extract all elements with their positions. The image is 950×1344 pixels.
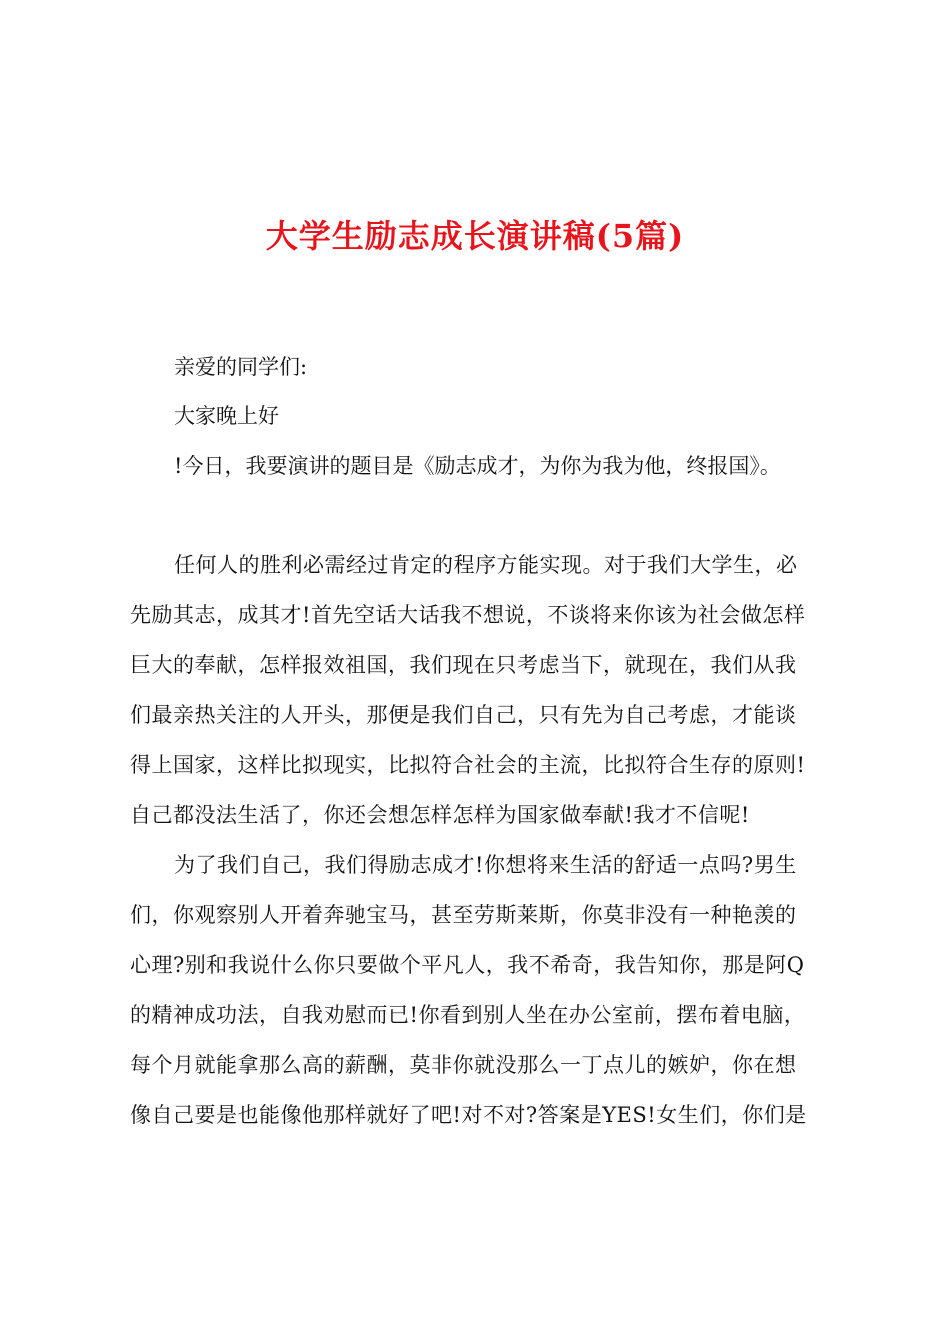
document-title: 大学生励志成长演讲稿(5篇)	[265, 217, 685, 255]
paragraph-2-line-3: 心理?别和我说什么你只要做个平凡人，我不希奇，我告知你，那是阿Q	[130, 953, 805, 977]
paragraph-2-line-5: 每个月就能拿那么高的薪酬，莫非你就没那么一丁点儿的嫉妒，你在想	[130, 1053, 797, 1077]
paragraph-1-line-6: 自己都没法生活了，你还会想怎样怎样为国家做奉献!我才不信呢!	[130, 803, 750, 827]
paragraph-2-line-1: 为了我们自己，我们得励志成才!你想将来生活的舒适一点吗?男生	[174, 853, 797, 877]
paragraph-2-line-6: 像自己要是也能像他那样就好了吧!对不对?答案是YES!女生们，你们是	[130, 1103, 807, 1127]
greeting-line: 大家晚上好	[174, 404, 279, 428]
paragraph-1-line-5: 得上国家，这样比拟现实，比拟符合社会的主流，比拟符合生存的原则!	[130, 753, 806, 777]
salutation: 亲爱的同学们:	[174, 355, 308, 379]
paragraph-1-line-1: 任何人的胜利必需经过肯定的程序方能实现。对于我们大学生，必	[174, 553, 798, 577]
paragraph-2-line-2: 们，你观察别人开着奔驰宝马，甚至劳斯莱斯，你莫非没有一种艳羡的	[130, 903, 797, 927]
paragraph-1-line-4: 们最亲热关注的人开头，那便是我们自己，只有先为自己考虑，才能谈	[130, 703, 797, 727]
paragraph-1-line-2: 先励其志，成其才!首先空话大话我不想说，不谈将来你该为社会做怎样	[130, 603, 806, 627]
topic-line: !今日，我要演讲的题目是《励志成才，为你为我为他，终报国》。	[174, 454, 781, 478]
paragraph-2-line-4: 的精神成功法，自我劝慰而已!你看到别人坐在办公室前，摆布着电脑，	[130, 1003, 806, 1027]
paragraph-1-line-3: 巨大的奉献，怎样报效祖国，我们现在只考虑当下，就现在，我们从我	[130, 653, 797, 677]
